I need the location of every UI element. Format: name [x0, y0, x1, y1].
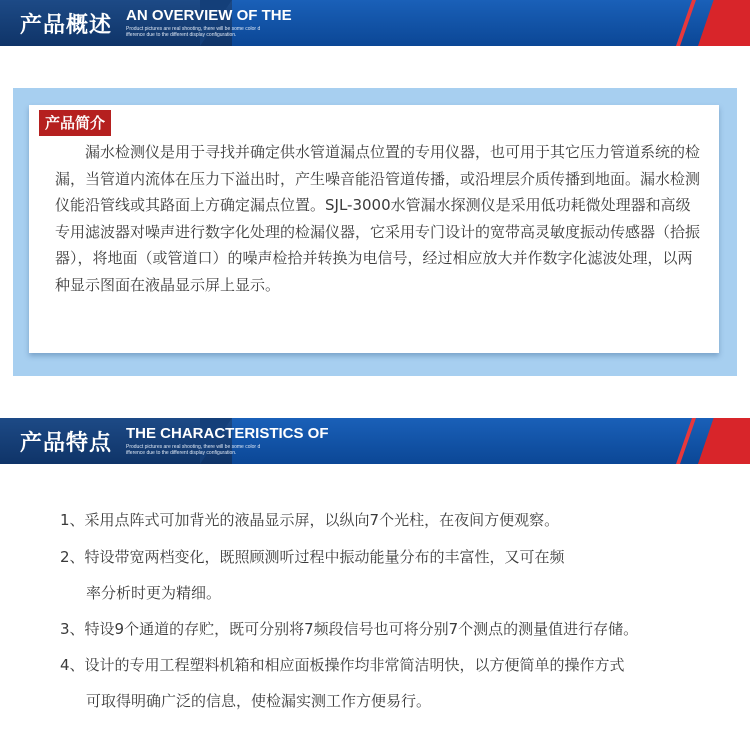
intro-tag: 产品简介	[39, 110, 111, 136]
feature-item-2	[60, 546, 565, 603]
features-banner	[0, 418, 750, 464]
overview-sub-line-1: Product pictures are real shooting, there will be some color d	[126, 26, 261, 32]
overview-english-subtitle	[126, 26, 260, 38]
features-english-title: THE CHARACTERISTICS OF	[126, 425, 329, 442]
intro-panel	[13, 88, 737, 376]
feature-4-line-2: 可取得明确广泛的信息，使检漏实测工作方便易行。	[86, 692, 432, 710]
banner-red-stripe	[676, 418, 696, 464]
features-english-subtitle	[126, 444, 260, 456]
intro-card	[29, 105, 719, 353]
feature-2-line-2: 率分析时更为精细。	[86, 584, 222, 602]
overview-banner	[0, 0, 750, 46]
overview-sub-line-2: ifference due to the different display configuration.	[126, 32, 237, 38]
features-sub-line-2: ifference due to the different display configuration.	[126, 450, 237, 456]
banner-red-bar	[698, 0, 750, 46]
feature-1-line-1: 1、采用点阵式可加背光的液晶显示屏，以纵向7个光柱，在夜间方便观察。	[60, 511, 560, 529]
features-title: 产品特点	[20, 431, 113, 456]
feature-item-1	[60, 509, 559, 530]
features-sub-line-1: Product pictures are real shooting, there will be some color d	[126, 444, 261, 450]
feature-2-line-1: 2、特设带宽两档变化，既照顾测听过程中振动能量分布的丰富性，又可在频	[60, 548, 565, 566]
feature-item-4	[60, 654, 625, 711]
overview-english-title: AN OVERVIEW OF THE	[126, 7, 292, 24]
feature-3-line-1: 3、特设9个通道的存贮，既可分别将7频段信号也可将分别7个测点的测量值进行存储。	[60, 620, 639, 638]
overview-title: 产品概述	[20, 13, 113, 38]
intro-text: 漏水检测仪是用于寻找并确定供水管道漏点位置的专用仪器，也可用于其它压力管道系统的检漏，当管道内流体在压力下溢出时，产生噪音能沿管道传播，或沿埋层介质传播到地面。漏水检测仪能沿管线或其路面上方确定漏点位置。SJL-3000水管漏水探测仪是采用低功耗微处理器和高级专用滤波器对噪声进行数字化处理的检漏仪器，它采用专门设计的宽带高灵敏度振动传感器（拾振器），将地面（或管道口）的噪声检拾并转换为电信号，经过相应放大并作数字化滤波处理，以两种显示图面在液晶显示屏上显示。	[55, 143, 701, 294]
banner-red-stripe	[676, 0, 696, 46]
feature-4-line-1: 4、设计的专用工程塑料机箱和相应面板操作均非常简洁明快，以方便简单的操作方式	[60, 656, 625, 674]
banner-red-bar	[698, 418, 750, 464]
feature-item-3	[60, 618, 638, 639]
